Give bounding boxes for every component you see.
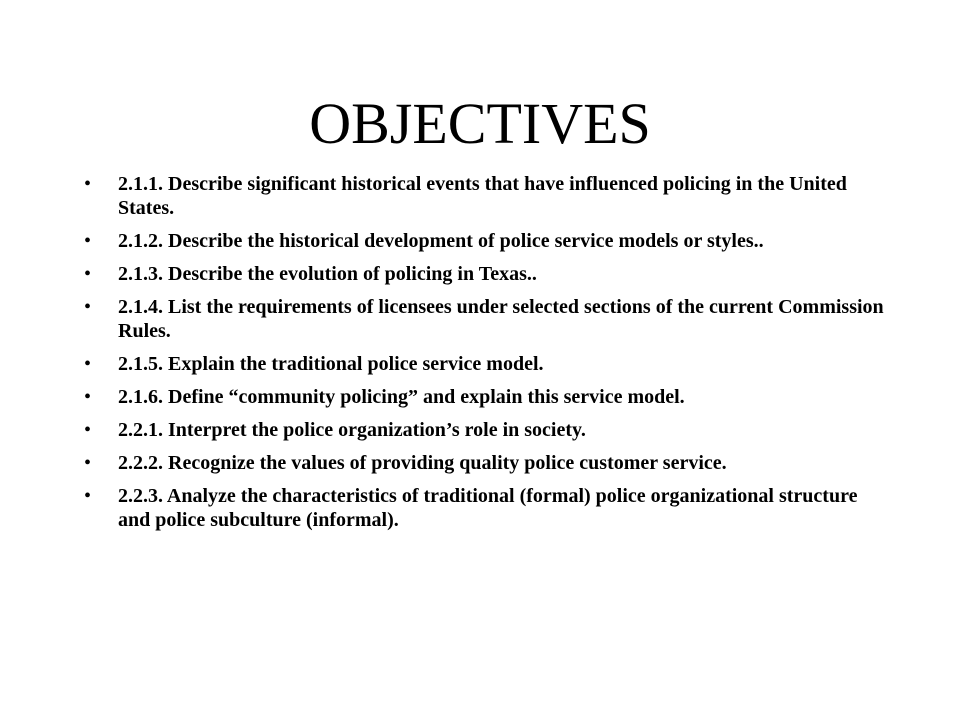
bullet-icon: • bbox=[84, 452, 92, 474]
bullet-icon: • bbox=[84, 296, 92, 318]
objective-item bbox=[84, 172, 884, 220]
objective-text: 2.1.1. Describe significant historical events that have influenced policing in the United States. bbox=[118, 173, 847, 219]
objectives-list bbox=[84, 172, 884, 541]
bullet-icon: • bbox=[84, 419, 92, 441]
slide-title: OBJECTIVES bbox=[309, 91, 651, 156]
objective-item bbox=[84, 484, 884, 532]
objective-text: 2.2.1. Interpret the police organization’s role in society. bbox=[118, 419, 586, 441]
objective-text: 2.2.2. Recognize the values of providing quality police customer service. bbox=[118, 452, 727, 474]
bullet-icon: • bbox=[84, 485, 92, 507]
objective-item bbox=[84, 229, 884, 253]
objective-item bbox=[84, 295, 884, 343]
objective-item bbox=[84, 262, 884, 286]
objective-text: 2.1.2. Describe the historical development of police service models or styles.. bbox=[118, 230, 764, 252]
bullet-icon: • bbox=[84, 263, 92, 285]
objective-text: 2.1.3. Describe the evolution of policing in Texas.. bbox=[118, 263, 537, 285]
objective-text: 2.1.4. List the requirements of licensees under selected sections of the current Commission Rules. bbox=[118, 296, 884, 342]
objective-text: 2.1.5. Explain the traditional police service model. bbox=[118, 353, 544, 375]
bullet-icon: • bbox=[84, 230, 92, 252]
objective-text: 2.2.3. Analyze the characteristics of traditional (formal) police organizational structure and police subculture (informal). bbox=[118, 485, 858, 531]
bullet-icon: • bbox=[84, 353, 92, 375]
bullet-icon: • bbox=[84, 173, 92, 195]
objective-item bbox=[84, 385, 884, 409]
bullet-icon: • bbox=[84, 386, 92, 408]
objective-item bbox=[84, 352, 884, 376]
objective-text: 2.1.6. Define “community policing” and explain this service model. bbox=[118, 386, 685, 408]
objective-item bbox=[84, 451, 884, 475]
objective-item bbox=[84, 418, 884, 442]
